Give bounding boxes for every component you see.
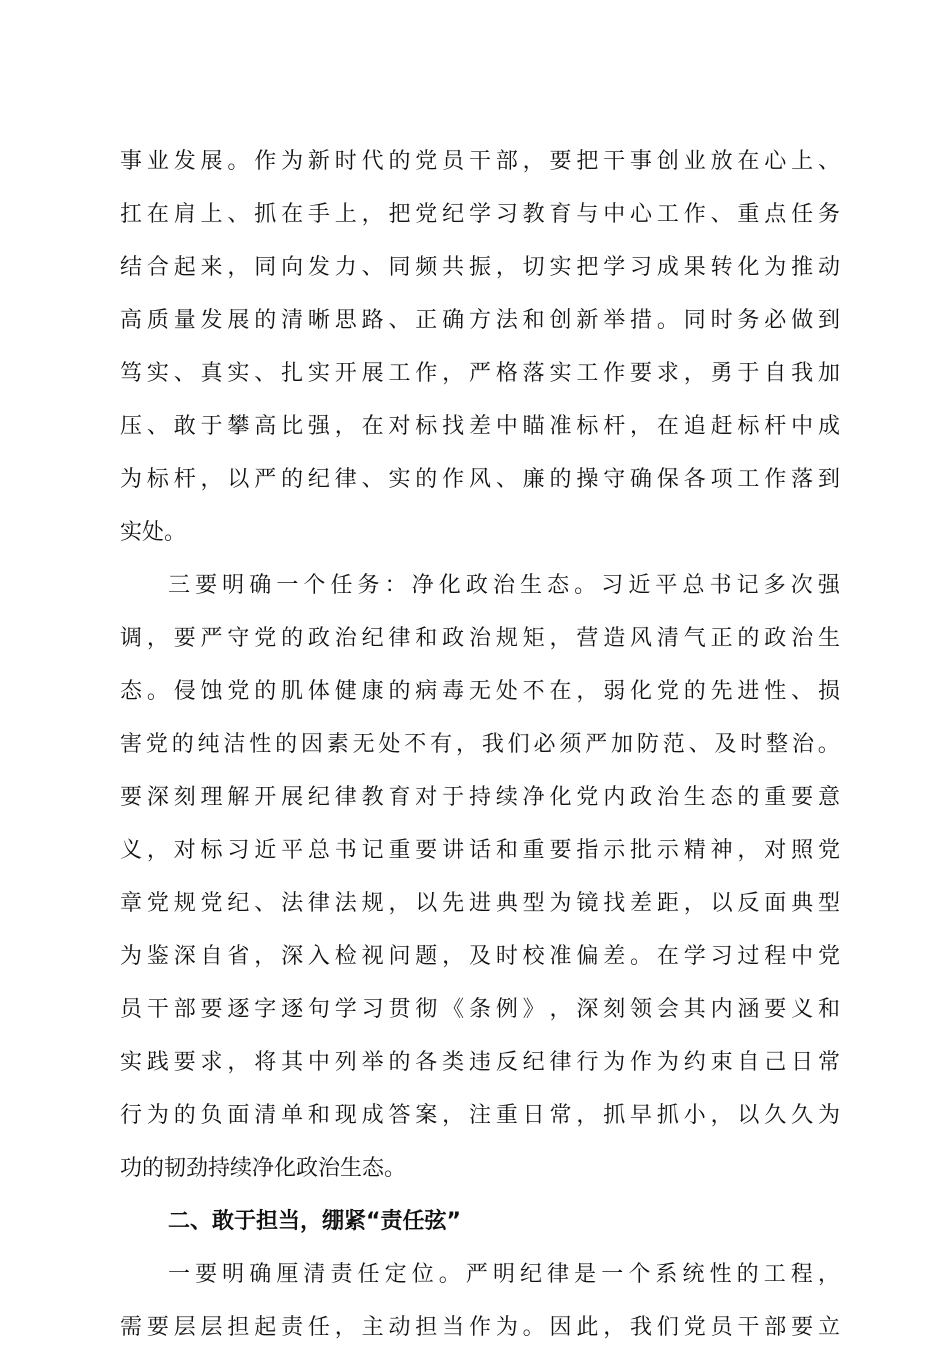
paragraph-line: 义 ， 对 标 习 近 平 总 书 记 重 要 讲 话 和 重 要 指 示 批 示 精 神 ， 对 照 党 xyxy=(120,838,840,863)
paragraph-line: 笃 实 、 真 实 、 扎 实 开 展 工 作 ， 严 格 落 实 工 作 要 求 ， 勇 于 自 我 加 xyxy=(120,361,840,386)
paragraph-line: 调 ， 要 严 守 党 的 政 治 纪 律 和 政 治 规 矩 ， 营 造 风 清 气 正 的 政 治 生 xyxy=(120,626,840,651)
section-heading: 二、敢于担当，绷紧“责任弦” xyxy=(168,1209,461,1234)
paragraph-line: 行 为 的 负 面 清 单 和 现 成 答 案 ， 注 重 日 常 ， 抓 早 抓 小 ， 以 久 久 为 xyxy=(120,1103,840,1128)
paragraph-line: 为 标 杆 ， 以 严 的 纪 律 、 实 的 作 风 、 廉 的 操 守 确 保 各 项 工 作 落 到 xyxy=(120,467,840,492)
paragraph-line: 态 。 侵 蚀 党 的 肌 体 健 康 的 病 毒 无 处 不 在 ， 弱 化 党 的 先 进 性 、 损 xyxy=(120,679,840,704)
paragraph-line: 需 要 层 层 担 起 责 任 ， 主 动 担 当 作 为 。 因 此 ， 我 们 党 员 干 部 要 立 xyxy=(120,1315,840,1340)
paragraph-line: 害 党 的 纯 洁 性 的 因 素 无 处 不 有 ， 我 们 必 须 严 加 防 范 、 及 时 整 治 。 xyxy=(120,732,840,757)
paragraph-line: 要 深 刻 理 解 开 展 纪 律 教 育 对 于 持 续 净 化 党 内 政 治 生 态 的 重 要 意 xyxy=(120,785,840,810)
paragraph-line: 高 质 量 发 展 的 清 晰 思 路 、 正 确 方 法 和 创 新 举 措 。 同 时 务 必 做 到 xyxy=(120,308,840,333)
paragraph-line: 扛 在 肩 上 、 抓 在 手 上 ， 把 党 纪 学 习 教 育 与 中 心 工 作 、 重 点 任 务 xyxy=(120,202,840,227)
paragraph-line: 三 要 明 确 一 个 任 务 ： 净 化 政 治 生 态 。 习 近 平 总 书 记 多 次 强 xyxy=(168,573,840,598)
paragraph-line: 功的韧劲持续净化政治生态。 xyxy=(120,1156,407,1181)
paragraph-line: 实 践 要 求 ， 将 其 中 列 举 的 各 类 违 反 纪 律 行 为 作 为 约 束 自 己 日 常 xyxy=(120,1050,840,1075)
body-text xyxy=(120,135,840,1354)
paragraph-line: 结 合 起 来 ， 同 向 发 力 、 同 频 共 振 ， 切 实 把 学 习 成 果 转 化 为 推 动 xyxy=(120,255,840,280)
paragraph-line: 员 干 部 要 逐 字 逐 句 学 习 贯 彻 《 条 例 》 ， 深 刻 领 会 其 内 涵 要 义 和 xyxy=(120,997,840,1022)
paragraph-line: 一 要 明 确 厘 清 责 任 定 位 。 严 明 纪 律 是 一 个 系 统 性 的 工 程 ， xyxy=(168,1262,840,1287)
paragraph-line: 事 业 发 展 。 作 为 新 时 代 的 党 员 干 部 ， 要 把 干 事 创 业 放 在 心 上 、 xyxy=(120,149,840,174)
paragraph-line: 为 鉴 深 自 省 ， 深 入 检 视 问 题 ， 及 时 校 准 偏 差 。 在 学 习 过 程 中 党 xyxy=(120,944,840,969)
paragraph-line: 实处。 xyxy=(120,520,187,545)
paragraph-line: 压 、 敢 于 攀 高 比 强 ， 在 对 标 找 差 中 瞄 准 标 杆 ， 在 追 赶 标 杆 中 成 xyxy=(120,414,840,439)
paragraph-line: 章 党 规 党 纪 、 法 律 法 规 ， 以 先 进 典 型 为 镜 找 差 距 ， 以 反 面 典 型 xyxy=(120,891,840,916)
